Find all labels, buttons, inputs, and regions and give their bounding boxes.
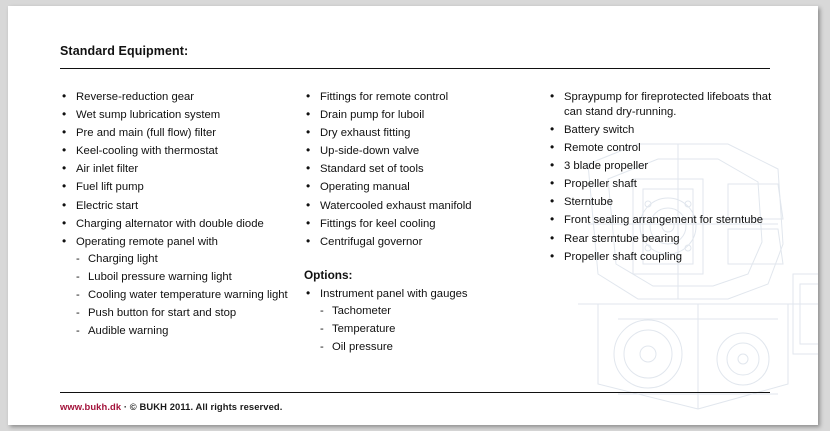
sub-list-item-label: Tachometer: [332, 305, 392, 318]
list-item: [548, 232, 788, 247]
footer: [60, 401, 282, 412]
list-item: [60, 217, 300, 232]
options-heading: Options:: [304, 267, 353, 282]
list-item: [548, 195, 788, 210]
list-item-label: Standard set of tools: [320, 163, 424, 176]
sub-list-item: [76, 324, 300, 339]
list-item-label: Centrifugal governor: [320, 235, 423, 248]
list-item-label: Air inlet filter: [76, 163, 139, 176]
equipment-list-1: [60, 90, 300, 339]
list-item-label: Battery switch: [564, 124, 635, 136]
footer-link[interactable]: www.bukh.dk: [60, 401, 122, 412]
list-item-label: Spraypump for fireprotected lifeboats that can stand dry-running.: [564, 91, 772, 118]
list-item: [304, 235, 544, 250]
list-item: [304, 108, 544, 123]
list-item-label: Rear sterntube bearing: [564, 232, 680, 245]
sub-list-item: [320, 340, 544, 355]
list-item: [60, 162, 300, 177]
sub-list-item-label: Push button for start and stop: [88, 306, 237, 319]
sub-list-item-label: Audible warning: [88, 325, 169, 338]
list-item-label: Charging alternator with double diode: [76, 217, 264, 230]
list-item: [548, 90, 788, 120]
sub-list-item-label: Temperature: [332, 323, 396, 336]
list-item-label: Watercooled exhaust manifold: [320, 199, 472, 212]
list-item: [304, 199, 544, 214]
list-item: [304, 287, 544, 355]
list-item: [548, 123, 788, 138]
list-item: [60, 199, 300, 214]
list-item: [304, 180, 544, 195]
list-item-label: Reverse-reduction gear: [76, 91, 195, 103]
list-item: [60, 90, 300, 105]
sub-list-item-label: Luboil pressure warning light: [88, 270, 232, 283]
equipment-column-3: [548, 90, 788, 268]
sub-list-item: [76, 306, 300, 321]
sub-list-item: [320, 304, 544, 319]
list-item: [304, 126, 544, 141]
list-item-label: Propeller shaft: [564, 178, 637, 191]
list-item-label: Fittings for keel cooling: [320, 217, 436, 230]
sub-list-item: [76, 270, 300, 285]
divider-bottom: [60, 392, 770, 393]
options-list: [304, 287, 544, 355]
list-item-label: Propeller shaft coupling: [564, 250, 683, 263]
list-item-label: Fuel lift pump: [76, 181, 144, 194]
footer-copyright: · © BUKH 2011. All rights reserved.: [121, 401, 283, 412]
list-item-label: Front sealing arrangement for sterntube: [564, 214, 764, 227]
sub-list-item-label: Cooling water temperature warning light: [88, 288, 288, 301]
list-item-label: Instrument panel with gauges: [320, 288, 468, 301]
sub-list-item: [320, 322, 544, 337]
page-title: Standard Equipment:: [60, 44, 189, 58]
list-item-label: Keel-cooling with thermostat: [76, 145, 218, 158]
list-item-label: Wet sump lubrication system: [76, 109, 221, 122]
sub-list-item-label: Charging light: [88, 252, 158, 265]
list-item-label: Up-side-down valve: [320, 145, 420, 158]
list-item: [548, 159, 788, 174]
equipment-column-2: [304, 90, 544, 358]
list-item-label: Electric start: [76, 199, 139, 212]
list-item-label: Fittings for remote control: [320, 91, 449, 103]
list-item: [548, 213, 788, 228]
sub-list: [320, 304, 544, 355]
equipment-list-3: [548, 90, 788, 265]
list-item: [304, 162, 544, 177]
list-item: [60, 108, 300, 123]
list-item-label: 3 blade propeller: [564, 160, 649, 173]
list-item: [548, 141, 788, 156]
list-item: [60, 235, 300, 339]
list-item: [60, 126, 300, 141]
sub-list-item-label: Oil pressure: [332, 341, 393, 354]
list-item: [304, 90, 544, 105]
list-item-label: Pre and main (full flow) filter: [76, 127, 217, 140]
list-item: [304, 217, 544, 232]
list-item-label: Drain pump for luboil: [320, 109, 425, 122]
sub-list-item: [76, 252, 300, 267]
divider-top: [60, 68, 770, 69]
list-item-label: Remote control: [564, 142, 641, 155]
sub-list: [76, 252, 300, 339]
list-item-label: Dry exhaust fitting: [320, 127, 411, 140]
list-item: [304, 144, 544, 159]
list-item: [60, 144, 300, 159]
equipment-column-1: [60, 90, 300, 342]
list-item: [60, 180, 300, 195]
list-item-label: Sterntube: [564, 196, 613, 209]
list-item: [548, 250, 788, 265]
list-item: [548, 177, 788, 192]
document-page: [8, 6, 818, 425]
equipment-list-2: [304, 90, 544, 250]
list-item-label: Operating manual: [320, 181, 410, 194]
list-item-label: Operating remote panel with: [76, 235, 218, 248]
sub-list-item: [76, 288, 300, 303]
